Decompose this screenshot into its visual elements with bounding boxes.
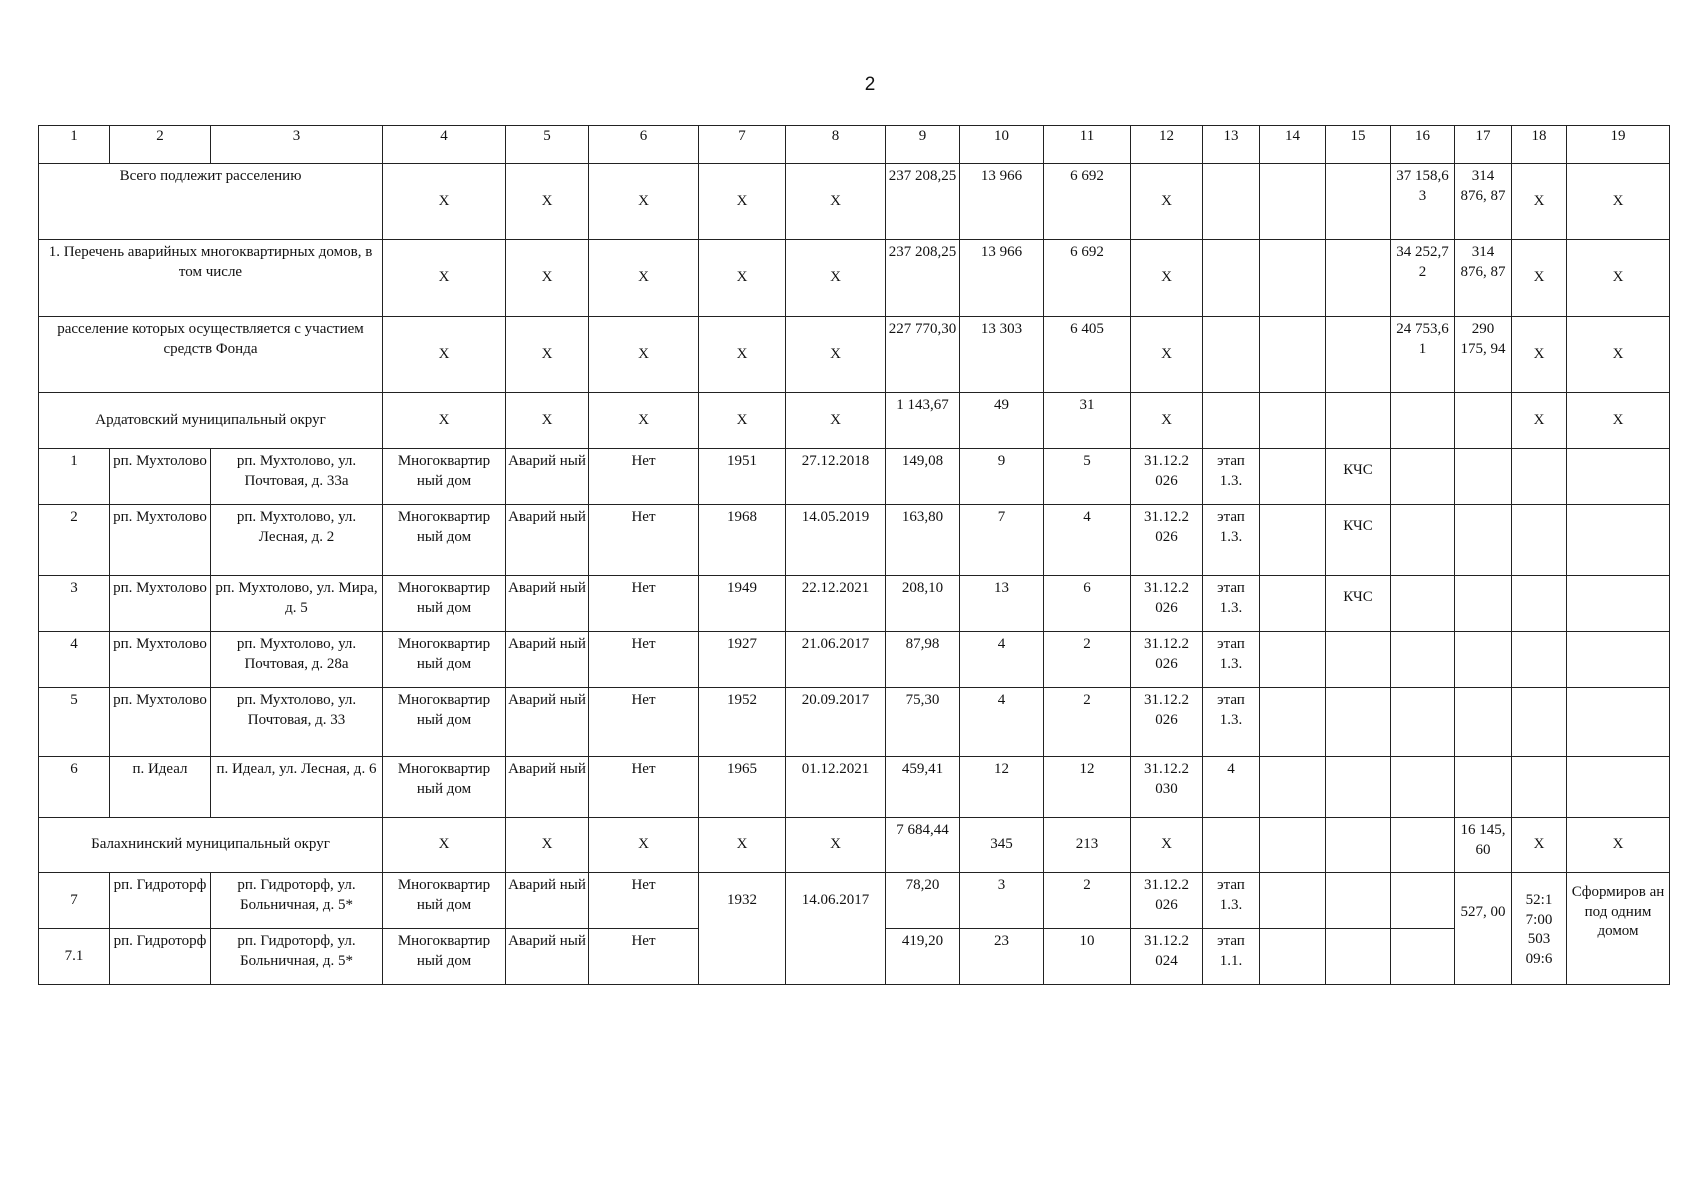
cell-col-4: Многоквартир ный дом (383, 632, 506, 688)
cell-col-5: Аварий ный (506, 449, 589, 505)
not-applicable-mark: X (383, 393, 506, 449)
empty-cell (1203, 393, 1260, 449)
not-applicable-mark: X (786, 240, 886, 317)
resettlement-table (38, 125, 1670, 985)
not-applicable-mark: X (1131, 818, 1203, 873)
cell-col-2: п. Идеал (110, 757, 211, 818)
cell-col-1: 3 (39, 576, 110, 632)
cell-col-13: этап 1.3. (1203, 873, 1260, 929)
cell-col-5: Аварий ный (506, 505, 589, 576)
cell-col-11: 6 (1044, 576, 1131, 632)
column-number-6: 6 (589, 126, 699, 164)
cell-col-15 (1326, 688, 1391, 757)
not-applicable-mark: X (589, 317, 699, 393)
empty-cell (1391, 929, 1455, 985)
not-applicable-mark: X (786, 317, 886, 393)
cell-col-10: 9 (960, 449, 1044, 505)
cell-col-8: 27.12.2018 (786, 449, 886, 505)
page-number: 2 (864, 74, 876, 95)
empty-cell (1391, 818, 1455, 873)
value-col-17: 290 175, 94 (1455, 317, 1512, 393)
empty-cell (1512, 632, 1567, 688)
column-number-9: 9 (886, 126, 960, 164)
cell-col-3: рп. Гидроторф, ул. Больничная, д. 5* (211, 929, 383, 985)
not-applicable-mark: X (1131, 393, 1203, 449)
cell-col-9: 87,98 (886, 632, 960, 688)
cell-col-6: Нет (589, 632, 699, 688)
empty-cell (1455, 449, 1512, 505)
not-applicable-mark: X (506, 818, 589, 873)
cell-col-13: этап 1.3. (1203, 576, 1260, 632)
cell-col-7: 1951 (699, 449, 786, 505)
empty-cell (1260, 929, 1326, 985)
empty-cell (1391, 576, 1455, 632)
not-applicable-mark: X (1512, 240, 1567, 317)
value-col-17 (1455, 393, 1512, 449)
value-col-16: 34 252,7 2 (1391, 240, 1455, 317)
empty-cell (1260, 164, 1326, 240)
cell-col-12: 31.12.2 026 (1131, 688, 1203, 757)
cell-col-4: Многоквартир ный дом (383, 505, 506, 576)
cell-col-6: Нет (589, 873, 699, 929)
empty-cell (1391, 688, 1455, 757)
value-col-17: 314 876, 87 (1455, 164, 1512, 240)
cell-col-13: этап 1.3. (1203, 632, 1260, 688)
empty-cell (1567, 576, 1670, 632)
cell-col-7: 1968 (699, 505, 786, 576)
not-applicable-mark: X (506, 240, 589, 317)
table-row (39, 449, 1670, 505)
not-applicable-mark: X (1567, 393, 1670, 449)
empty-cell (1391, 873, 1455, 929)
empty-cell (1260, 873, 1326, 929)
column-number-11: 11 (1044, 126, 1131, 164)
cell-col-12: 31.12.2 026 (1131, 449, 1203, 505)
cell-col-13: этап 1.1. (1203, 929, 1260, 985)
column-number-2: 2 (110, 126, 211, 164)
cell-col-15 (1326, 757, 1391, 818)
total-area: 237 208,25 (886, 240, 960, 317)
not-applicable-mark: X (786, 164, 886, 240)
cell-col-2: рп. Мухтолово (110, 688, 211, 757)
cell-col-9: 78,20 (886, 873, 960, 929)
empty-cell (1326, 393, 1391, 449)
empty-cell (1567, 757, 1670, 818)
not-applicable-mark: X (786, 818, 886, 873)
cell-col-11: 10 (1044, 929, 1131, 985)
cell-col-18: 52:1 7:00 503 09:6 (1512, 873, 1567, 985)
cell-col-12: 31.12.2 030 (1131, 757, 1203, 818)
cell-col-3: рп. Мухтолово, ул. Лесная, д. 2 (211, 505, 383, 576)
empty-cell (1326, 873, 1391, 929)
column-number-5: 5 (506, 126, 589, 164)
empty-cell (1391, 449, 1455, 505)
cell-col-8: 21.06.2017 (786, 632, 886, 688)
cell-col-3: п. Идеал, ул. Лесная, д. 6 (211, 757, 383, 818)
summary-label: Ардатовский муниципальный округ (39, 393, 383, 449)
cell-col-1: 7 (39, 873, 110, 929)
total-area: 237 208,25 (886, 164, 960, 240)
table-row (39, 873, 1670, 929)
column-number-3: 3 (211, 126, 383, 164)
table-row (39, 632, 1670, 688)
cell-col-2: рп. Мухтолово (110, 505, 211, 576)
not-applicable-mark: X (506, 393, 589, 449)
cell-col-14 (1260, 505, 1326, 576)
summary-label: Всего подлежит расселению (39, 164, 383, 240)
not-applicable-mark: X (589, 818, 699, 873)
summary-row (39, 818, 1670, 873)
empty-cell (1455, 632, 1512, 688)
table-row (39, 688, 1670, 757)
cell-col-5: Аварий ный (506, 576, 589, 632)
cell-col-9: 459,41 (886, 757, 960, 818)
empty-cell (1203, 317, 1260, 393)
cell-col-4: Многоквартир ный дом (383, 688, 506, 757)
empty-cell (1455, 757, 1512, 818)
units-count: 31 (1044, 393, 1131, 449)
cell-col-10: 4 (960, 632, 1044, 688)
empty-cell (1455, 505, 1512, 576)
not-applicable-mark: X (1512, 164, 1567, 240)
cell-col-2: рп. Мухтолово (110, 576, 211, 632)
cell-col-7: 1949 (699, 576, 786, 632)
cell-col-9: 208,10 (886, 576, 960, 632)
cell-col-7: 1965 (699, 757, 786, 818)
empty-cell (1512, 688, 1567, 757)
value-col-17: 314 876, 87 (1455, 240, 1512, 317)
cell-col-15: КЧС (1326, 505, 1391, 576)
cell-col-5: Аварий ный (506, 757, 589, 818)
cell-col-8: 01.12.2021 (786, 757, 886, 818)
cell-col-1: 5 (39, 688, 110, 757)
cell-col-12: 31.12.2 026 (1131, 576, 1203, 632)
cell-col-3: рп. Мухтолово, ул. Почтовая, д. 33а (211, 449, 383, 505)
cell-col-11: 12 (1044, 757, 1131, 818)
column-number-13: 13 (1203, 126, 1260, 164)
cell-col-6: Нет (589, 688, 699, 757)
empty-cell (1567, 688, 1670, 757)
cell-col-10: 23 (960, 929, 1044, 985)
cell-col-2: рп. Мухтолово (110, 632, 211, 688)
column-number-1: 1 (39, 126, 110, 164)
cell-col-2: рп. Гидроторф (110, 873, 211, 929)
cell-col-8: 20.09.2017 (786, 688, 886, 757)
not-applicable-mark: X (1131, 164, 1203, 240)
column-number-4: 4 (383, 126, 506, 164)
value-col-16: 24 753,6 1 (1391, 317, 1455, 393)
value-col-17: 16 145, 60 (1455, 818, 1512, 873)
empty-cell (1512, 576, 1567, 632)
cell-col-15 (1326, 632, 1391, 688)
not-applicable-mark: X (1512, 317, 1567, 393)
cell-col-14 (1260, 576, 1326, 632)
cell-col-4: Многоквартир ный дом (383, 929, 506, 985)
not-applicable-mark: X (699, 240, 786, 317)
cell-col-12: 31.12.2 026 (1131, 632, 1203, 688)
not-applicable-mark: X (1567, 164, 1670, 240)
not-applicable-mark: X (383, 317, 506, 393)
not-applicable-mark: X (1131, 240, 1203, 317)
cell-col-9: 419,20 (886, 929, 960, 985)
cell-col-4: Многоквартир ный дом (383, 873, 506, 929)
table-row (39, 576, 1670, 632)
not-applicable-mark: X (589, 164, 699, 240)
empty-cell (1260, 393, 1326, 449)
cell-col-14 (1260, 757, 1326, 818)
summary-row (39, 393, 1670, 449)
cell-col-17: 527, 00 (1455, 873, 1512, 985)
cell-col-2: рп. Гидроторф (110, 929, 211, 985)
table-body (39, 126, 1670, 985)
cell-col-5: Аварий ный (506, 688, 589, 757)
empty-cell (1203, 818, 1260, 873)
cell-col-10: 4 (960, 688, 1044, 757)
cell-col-14 (1260, 632, 1326, 688)
not-applicable-mark: X (506, 164, 589, 240)
cell-col-6: Нет (589, 449, 699, 505)
cell-col-7: 1927 (699, 632, 786, 688)
not-applicable-mark: X (589, 240, 699, 317)
cell-col-19: Сформиров ан под одним домом (1567, 873, 1670, 985)
units-count: 6 405 (1044, 317, 1131, 393)
cell-col-4: Многоквартир ный дом (383, 757, 506, 818)
cell-col-1: 2 (39, 505, 110, 576)
cell-col-9: 149,08 (886, 449, 960, 505)
empty-cell (1512, 449, 1567, 505)
cell-col-11: 4 (1044, 505, 1131, 576)
cell-col-15: КЧС (1326, 576, 1391, 632)
not-applicable-mark: X (1512, 393, 1567, 449)
units-count: 6 692 (1044, 240, 1131, 317)
empty-cell (1326, 929, 1391, 985)
not-applicable-mark: X (506, 317, 589, 393)
empty-cell (1512, 505, 1567, 576)
not-applicable-mark: X (699, 164, 786, 240)
cell-col-12: 31.12.2 026 (1131, 505, 1203, 576)
table-row (39, 505, 1670, 576)
empty-cell (1455, 688, 1512, 757)
column-number-16: 16 (1391, 126, 1455, 164)
cell-col-10: 12 (960, 757, 1044, 818)
cell-col-13: этап 1.3. (1203, 505, 1260, 576)
cell-col-5: Аварий ный (506, 873, 589, 929)
summary-label: расселение которых осуществляется с участием средств Фонда (39, 317, 383, 393)
cell-col-4: Многоквартир ный дом (383, 449, 506, 505)
not-applicable-mark: X (1567, 818, 1670, 873)
empty-cell (1260, 240, 1326, 317)
empty-cell (1326, 818, 1391, 873)
cell-col-13: этап 1.3. (1203, 688, 1260, 757)
not-applicable-mark: X (1512, 818, 1567, 873)
not-applicable-mark: X (589, 393, 699, 449)
not-applicable-mark: X (1567, 240, 1670, 317)
not-applicable-mark: X (383, 240, 506, 317)
column-number-10: 10 (960, 126, 1044, 164)
column-number-14: 14 (1260, 126, 1326, 164)
cell-col-6: Нет (589, 576, 699, 632)
cell-col-5: Аварий ный (506, 632, 589, 688)
column-number-12: 12 (1131, 126, 1203, 164)
units-count: 213 (1044, 818, 1131, 873)
cell-col-14 (1260, 449, 1326, 505)
cell-col-1: 7.1 (39, 929, 110, 985)
value-col-16 (1391, 393, 1455, 449)
cell-col-3: рп. Мухтолово, ул. Почтовая, д. 33 (211, 688, 383, 757)
empty-cell (1567, 449, 1670, 505)
cell-col-8: 22.12.2021 (786, 576, 886, 632)
empty-cell (1512, 757, 1567, 818)
residents-count: 13 966 (960, 240, 1044, 317)
cell-col-15: КЧС (1326, 449, 1391, 505)
table-row (39, 757, 1670, 818)
summary-row (39, 240, 1670, 317)
cell-col-12: 31.12.2 024 (1131, 929, 1203, 985)
column-number-7: 7 (699, 126, 786, 164)
cell-col-5: Аварий ный (506, 929, 589, 985)
column-number-8: 8 (786, 126, 886, 164)
cell-col-7: 1952 (699, 688, 786, 757)
empty-cell (1326, 240, 1391, 317)
cell-col-6: Нет (589, 757, 699, 818)
cell-col-11: 2 (1044, 873, 1131, 929)
summary-row (39, 317, 1670, 393)
cell-col-3: рп. Мухтолово, ул. Почтовая, д. 28а (211, 632, 383, 688)
empty-cell (1391, 757, 1455, 818)
summary-label: Балахнинский муниципальный округ (39, 818, 383, 873)
cell-col-14 (1260, 688, 1326, 757)
not-applicable-mark: X (699, 393, 786, 449)
column-number-17: 17 (1455, 126, 1512, 164)
empty-cell (1326, 164, 1391, 240)
cell-col-11: 2 (1044, 688, 1131, 757)
cell-col-11: 2 (1044, 632, 1131, 688)
total-area: 227 770,30 (886, 317, 960, 393)
cell-col-1: 1 (39, 449, 110, 505)
not-applicable-mark: X (383, 164, 506, 240)
residents-count: 13 303 (960, 317, 1044, 393)
not-applicable-mark: X (1567, 317, 1670, 393)
empty-cell (1567, 632, 1670, 688)
cell-col-8: 14.06.2017 (786, 873, 886, 985)
cell-col-10: 7 (960, 505, 1044, 576)
cell-col-7: 1932 (699, 873, 786, 985)
not-applicable-mark: X (383, 818, 506, 873)
cell-col-11: 5 (1044, 449, 1131, 505)
total-area: 7 684,44 (886, 818, 960, 873)
summary-row (39, 164, 1670, 240)
cell-col-1: 4 (39, 632, 110, 688)
cell-col-1: 6 (39, 757, 110, 818)
cell-col-13: 4 (1203, 757, 1260, 818)
value-col-16: 37 158,6 3 (1391, 164, 1455, 240)
empty-cell (1260, 317, 1326, 393)
empty-cell (1391, 632, 1455, 688)
cell-col-4: Многоквартир ный дом (383, 576, 506, 632)
not-applicable-mark: X (1131, 317, 1203, 393)
residents-count: 49 (960, 393, 1044, 449)
not-applicable-mark: X (786, 393, 886, 449)
cell-col-10: 13 (960, 576, 1044, 632)
cell-col-6: Нет (589, 505, 699, 576)
cell-col-9: 163,80 (886, 505, 960, 576)
cell-col-3: рп. Гидроторф, ул. Больничная, д. 5* (211, 873, 383, 929)
cell-col-3: рп. Мухтолово, ул. Мира, д. 5 (211, 576, 383, 632)
empty-cell (1203, 164, 1260, 240)
cell-col-2: рп. Мухтолово (110, 449, 211, 505)
total-area: 1 143,67 (886, 393, 960, 449)
summary-label: 1. Перечень аварийных многоквартирных домов, в том числе (39, 240, 383, 317)
cell-col-8: 14.05.2019 (786, 505, 886, 576)
column-number-15: 15 (1326, 126, 1391, 164)
empty-cell (1391, 505, 1455, 576)
column-number-19: 19 (1567, 126, 1670, 164)
not-applicable-mark: X (699, 317, 786, 393)
column-number-18: 18 (1512, 126, 1567, 164)
cell-col-13: этап 1.3. (1203, 449, 1260, 505)
not-applicable-mark: X (699, 818, 786, 873)
empty-cell (1567, 505, 1670, 576)
cell-col-6: Нет (589, 929, 699, 985)
residents-count: 13 966 (960, 164, 1044, 240)
empty-cell (1455, 576, 1512, 632)
empty-cell (1260, 818, 1326, 873)
cell-col-12: 31.12.2 026 (1131, 873, 1203, 929)
cell-col-10: 3 (960, 873, 1044, 929)
cell-col-9: 75,30 (886, 688, 960, 757)
table-header-row (39, 126, 1670, 164)
empty-cell (1203, 240, 1260, 317)
units-count: 6 692 (1044, 164, 1131, 240)
residents-count: 345 (960, 818, 1044, 873)
empty-cell (1326, 317, 1391, 393)
